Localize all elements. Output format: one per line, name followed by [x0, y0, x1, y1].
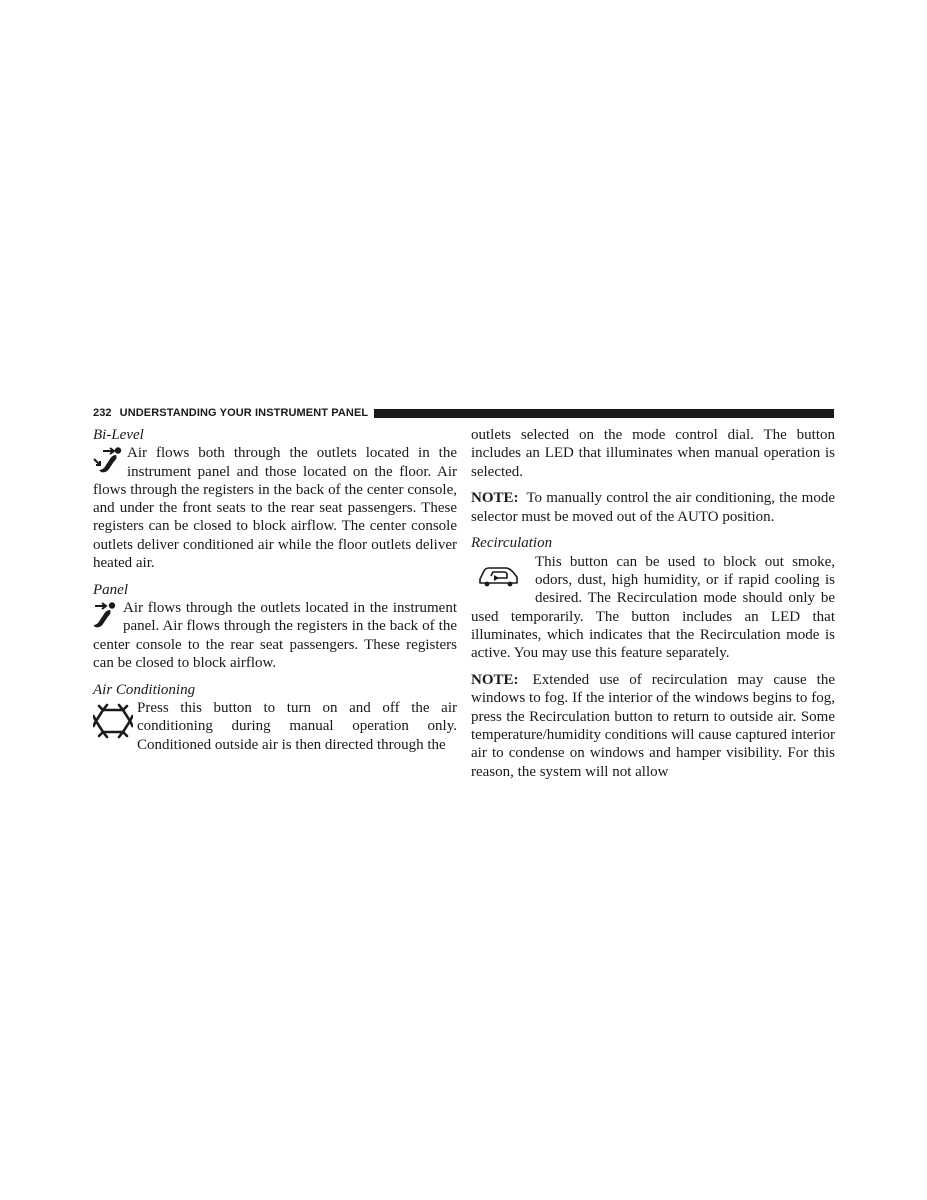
snowflake-icon: [93, 702, 133, 740]
air-conditioning-text: Press this button to turn on and off the air conditioning during manual operation only. Conditioned outside air is then directed through the: [137, 700, 457, 753]
panel-text: Air flows through the outlets located in the instrument panel. Air flows through the registers in the back of the center console to the rear seat passengers. These registers can be closed to block airflow.: [93, 600, 457, 672]
left-column: [93, 426, 457, 763]
note-label: NOTE:: [471, 490, 519, 507]
note-label: NOTE:: [471, 672, 519, 689]
note-recirculation-fog: [471, 671, 835, 781]
note-text: Extended use of recirculation may cause the windows to fog. If the interior of the windows begins to fog, press the Recirculation button to return to outside air. Some temperature/humidity conditions will cause captured interior air to condense on windows and hamper visibility. For this reason, the system will not allow: [471, 672, 835, 780]
page-header: [93, 405, 834, 421]
recirculation-text: This button can be used to block out smoke, odors, dust, high humidity, or if rapid cooling is desired. The Recirculation mode should only be used temporarily. The button includes an LED that illuminates, which indicates that the Recirculation mode is active. You may use this feature separately.: [471, 553, 835, 662]
header-rule: [374, 409, 834, 418]
right-column: [471, 426, 835, 789]
recirculation-heading: Recirculation: [471, 535, 553, 552]
air-conditioning-heading: Air Conditioning: [93, 681, 196, 698]
recirculation-icon: [471, 559, 533, 591]
bilevel-paragraph: [93, 444, 457, 572]
continuation-paragraph: outlets selected on the mode control dial. The button includes an LED that illuminates when manual operation is selected.: [471, 427, 835, 480]
note-auto-position: [471, 489, 835, 526]
air-conditioning-paragraph: [93, 699, 457, 754]
bilevel-text: Air flows both through the outlets located in the instrument panel and those located on the floor. Air flows through the registers in the back of the center console, and under the front seats to the rear seat passengers. These registers can be closed to block airflow. The center console outlets deliver conditioned air while the floor outlets deliver heated air.: [93, 445, 457, 572]
bilevel-heading: Bi-Level: [93, 427, 144, 443]
section-title: UNDERSTANDING YOUR INSTRUMENT PANEL: [119, 407, 369, 419]
panel-mode-icon: [93, 601, 119, 631]
page-number: 232: [93, 407, 112, 419]
panel-paragraph: [93, 599, 457, 672]
bi-level-mode-icon: [93, 446, 125, 476]
recirculation-paragraph: [471, 553, 835, 663]
panel-heading: Panel: [93, 581, 128, 598]
note-text: To manually control the air conditioning, the mode selector must be moved out of the AUTO position.: [471, 490, 836, 525]
